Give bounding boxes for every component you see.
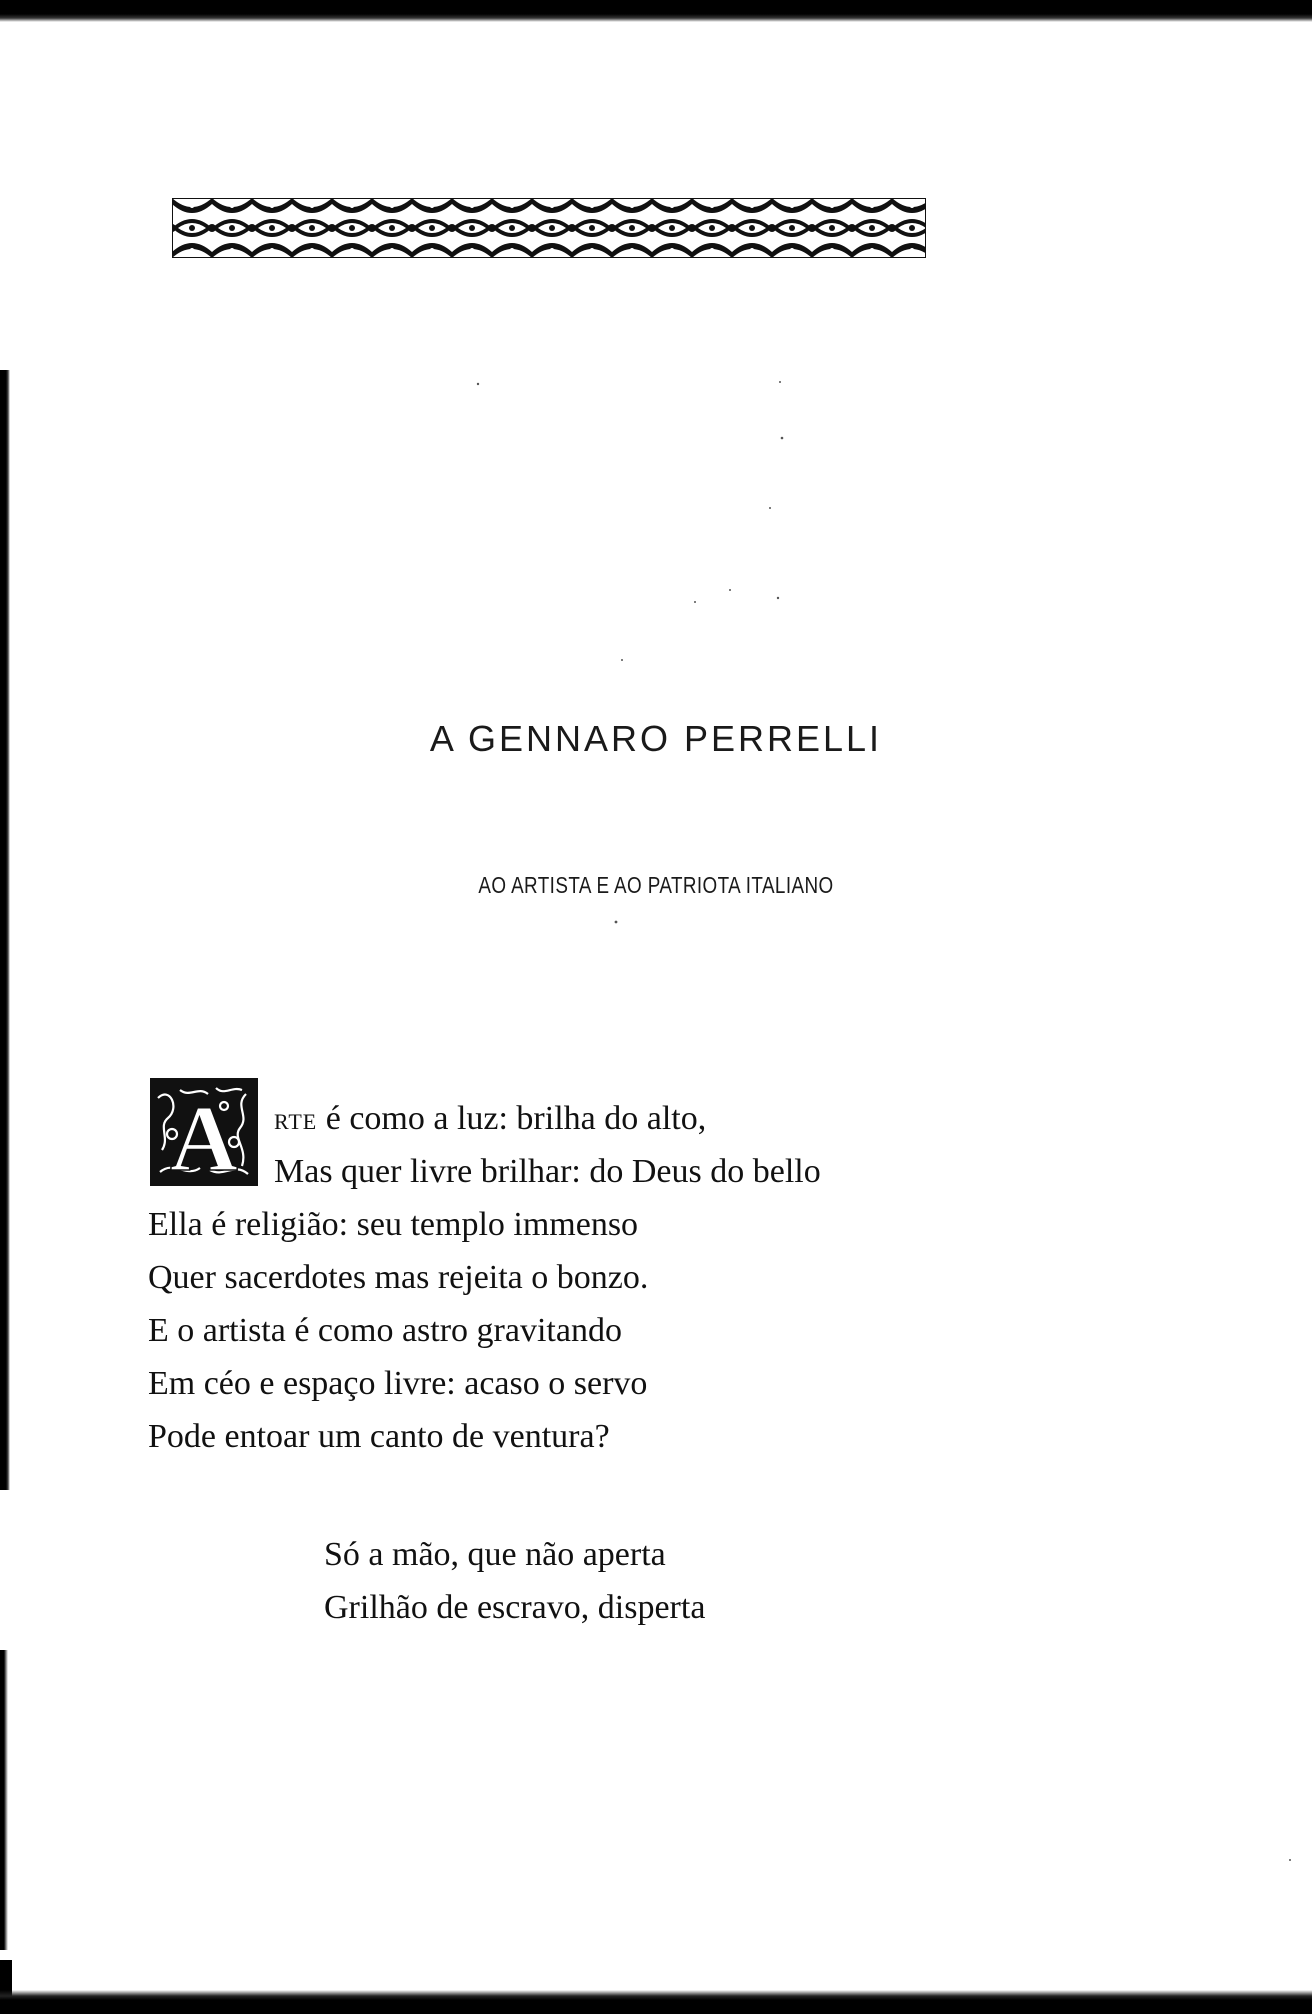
dedication-title: A GENNARO PERRELLI bbox=[429, 718, 883, 759]
poem-line-4: Quer sacerdotes mas rejeita o bonzo. bbox=[148, 1259, 649, 1296]
poem-line-7: Pode entoar um canto de ventura? bbox=[148, 1418, 610, 1455]
illuminated-initial bbox=[150, 1078, 258, 1186]
first-word-smallcaps: RTE bbox=[274, 1109, 318, 1134]
scan-border-top bbox=[0, 0, 1312, 22]
poem-line-9: Grilhão de escravo, disperta bbox=[324, 1589, 706, 1626]
poem-line-2: Mas quer livre brilhar: do Deus do bello bbox=[274, 1153, 821, 1190]
scan-border-left bbox=[0, 370, 10, 1490]
ornamental-headpiece bbox=[172, 198, 926, 258]
poem-line-5: E o artista é como astro gravitando bbox=[148, 1312, 622, 1349]
drop-cap-letter: A bbox=[170, 1087, 238, 1186]
poem-line-1 bbox=[274, 1092, 706, 1148]
dedication-subtitle: AO ARTISTA E AO PATRIOTA ITALIANO bbox=[478, 872, 834, 898]
poem-line-1-text: é como a luz: brilha do alto, bbox=[317, 1100, 707, 1137]
scan-border-bottom bbox=[0, 1990, 1312, 2014]
scan-border-left-lower bbox=[0, 1650, 8, 1950]
poem-line-8: Só a mão, que não aperta bbox=[324, 1536, 666, 1573]
poem-line-6: Em céo e espaço livre: acaso o servo bbox=[148, 1365, 648, 1402]
poem-line-3: Ella é religião: seu templo immenso bbox=[148, 1206, 639, 1243]
